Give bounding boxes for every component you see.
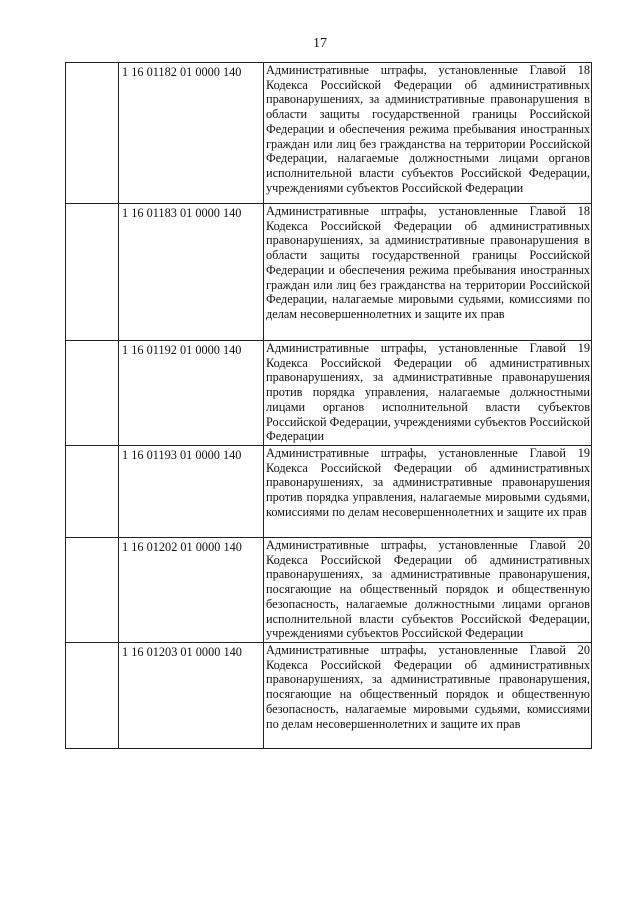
description-cell: Административные штрафы, установленные Главой 18 Кодекса Российской Федерации об административных правонарушениях, за административные правонарушения в области защиты государственной границы Российской Федерации и обеспечения режима пребывания иностранных граждан или лиц без гражданства на территории Российской Федерации, налагаемые мировыми судьями, комиссиями по делам несовершеннолетних и защите их прав [264, 204, 592, 341]
table-row [66, 643, 592, 749]
empty-cell [66, 538, 119, 643]
budget-classification-table [65, 62, 592, 749]
description-cell: Административные штрафы, установленные Главой 19 Кодекса Российской Федерации об административных правонарушениях, за административные правонарушения против порядка управления, налагаемые мировыми судьями, комиссиями по делам несовершеннолетних и защите их прав [264, 446, 592, 538]
table-row [66, 341, 592, 446]
budget-code-cell: 1 16 01193 01 0000 140 [119, 446, 264, 538]
table-row [66, 204, 592, 341]
budget-code-cell: 1 16 01182 01 0000 140 [119, 63, 264, 204]
table-row [66, 538, 592, 643]
page-number: 17 [313, 36, 327, 51]
budget-code-cell: 1 16 01202 01 0000 140 [119, 538, 264, 643]
description-cell: Административные штрафы, установленные Главой 20 Кодекса Российской Федерации об административных правонарушениях, за административные правонарушения, посягающие на общественный порядок и общественную безопасность, налагаемые должностными лицами органов исполнительной власти субъектов Российской Федерации, учреждениями субъектов Российской Федерации [264, 538, 592, 643]
empty-cell [66, 341, 119, 446]
table-row [66, 63, 592, 204]
budget-code-cell: 1 16 01203 01 0000 140 [119, 643, 264, 749]
budget-code-cell: 1 16 01183 01 0000 140 [119, 204, 264, 341]
empty-cell [66, 643, 119, 749]
empty-cell [66, 204, 119, 341]
empty-cell [66, 63, 119, 204]
budget-code-cell: 1 16 01192 01 0000 140 [119, 341, 264, 446]
empty-cell [66, 446, 119, 538]
table-row [66, 446, 592, 538]
description-cell: Административные штрафы, установленные Главой 20 Кодекса Российской Федерации об административных правонарушениях, за административные правонарушения, посягающие на общественный порядок и общественную безопасность, налагаемые мировыми судьями, комиссиями по делам несовершеннолетних и защите их прав [264, 643, 592, 749]
description-cell: Административные штрафы, установленные Главой 19 Кодекса Российской Федерации об административных правонарушениях, за административные правонарушения против порядка управления, налагаемые должностными лицами органов исполнительной власти субъектов Российской Федерации, учреждениями субъектов Российской Федерации [264, 341, 592, 446]
description-cell: Административные штрафы, установленные Главой 18 Кодекса Российской Федерации об административных правонарушениях, за административные правонарушения в области защиты государственной границы Российской Федерации и обеспечения режима пребывания иностранных граждан или лиц без гражданства на территории Российской Федерации, налагаемые должностными лицами органов исполнительной власти субъектов Российской Федерации, учреждениями субъектов Российской Федерации [264, 63, 592, 204]
